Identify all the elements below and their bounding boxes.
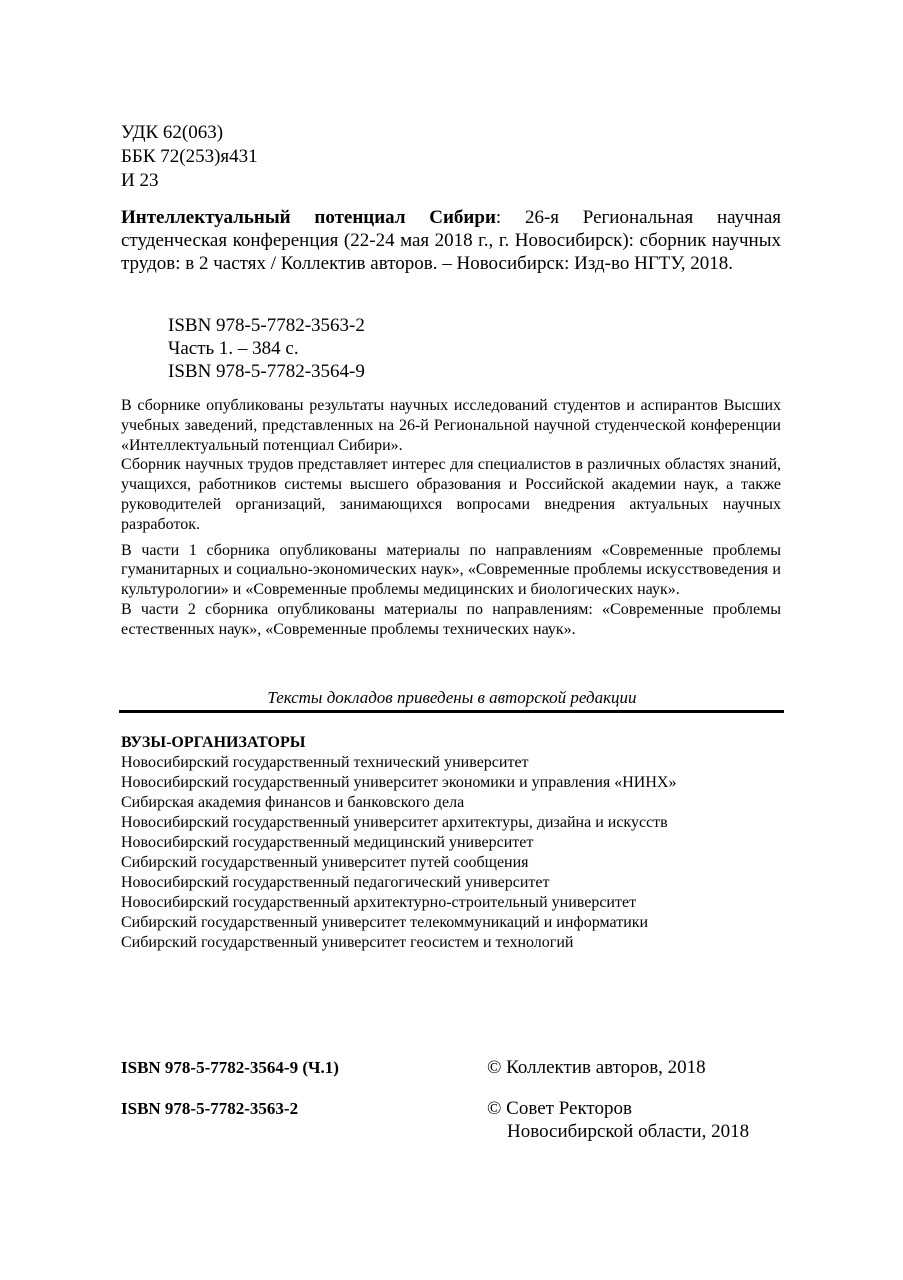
organizer-item: Сибирский государственный университет телекоммуникаций и информатики xyxy=(121,914,649,931)
organizers-section xyxy=(121,733,781,953)
abstract xyxy=(121,396,781,640)
organizer-item: Новосибирский государственный архитектурно-строительный университет xyxy=(121,894,637,911)
organizer-item: Сибирский государственный университет путей сообщения xyxy=(121,854,529,871)
part-pages: Часть 1. – 384 с. xyxy=(168,338,299,359)
bibliographic-citation xyxy=(121,206,781,275)
organizer-item: Новосибирский государственный медицинский университет xyxy=(121,834,534,851)
footer-isbn-part1: ISBN 978-5-7782-3564-9 (Ч.1) xyxy=(121,1058,339,1077)
organizers-list xyxy=(121,753,781,953)
organizer-item: Новосибирский государственный университет экономики и управления «НИНХ» xyxy=(121,774,677,791)
copyright-authors: © Коллектив авторов, 2018 xyxy=(487,1057,706,1078)
horizontal-rule xyxy=(119,710,784,713)
organizer-item: Новосибирский государственный технический университет xyxy=(121,754,529,771)
footer-isbn-full: ISBN 978-5-7782-3563-2 xyxy=(121,1099,299,1118)
organizer-item: Новосибирский государственный педагогический университет xyxy=(121,874,550,891)
citation-details: : 26-я Региональная научная студенческая конференция (22-24 мая 2018 г., г. Новосибирск): сборник научных трудов: в 2 частях / Коллектив авторов. – Новосибирск: Изд-во НГТУ, 2018. xyxy=(121,207,782,274)
abstract-paragraph: В части 1 сборника опубликованы материалы по направлениям «Современные проблемы гуманитарных и социально-экономических наук», «Современные проблемы искусствоведения и культурологии» и «Современные проблемы медицинских и биологических наук». xyxy=(121,541,781,599)
bbk-code: ББК 72(253)я431 xyxy=(121,146,258,167)
book-title: Интеллектуальный потенциал Сибири xyxy=(121,207,496,228)
organizer-item: Сибирский государственный университет геосистем и технологий xyxy=(121,934,574,951)
abstract-paragraph: В части 2 сборника опубликованы материалы по направлениям: «Современные проблемы естественных наук», «Современные проблемы технических наук». xyxy=(121,600,781,638)
isbn-block xyxy=(168,314,365,383)
organizers-title: ВУЗЫ-ОРГАНИЗАТОРЫ xyxy=(121,734,306,751)
copyright-rectors xyxy=(487,1097,749,1143)
organizer-item: Новосибирский государственный университет архитектуры, дизайна и искусств xyxy=(121,814,668,831)
classification-codes xyxy=(121,121,258,193)
organizer-item: Сибирская академия финансов и банковского дела xyxy=(121,794,465,811)
isbn-line-2: ISBN 978-5-7782-3564-9 xyxy=(168,361,365,382)
abstract-paragraph: В сборнике опубликованы результаты научных исследований студентов и аспирантов Высших учебных заведений, представленных на 26-й Региональной научной студенческой конференции «Интеллектуальный потенциал Сибири». xyxy=(121,397,781,454)
abstract-paragraph: Сборник научных трудов представляет интерес для специалистов в различных областях знаний, учащихся, работников системы высшего образования и Российской академии наук, а также руководителей организаций, занимающихся вопросами внедрения актуальных научных разработок. xyxy=(121,456,781,533)
udk-code: УДК 62(063) xyxy=(121,122,224,143)
isbn-line-1: ISBN 978-5-7782-3563-2 xyxy=(168,315,365,336)
author-mark: И 23 xyxy=(121,170,159,191)
copyright-rectors-line1: © Совет Ректоров xyxy=(487,1098,632,1119)
copyright-rectors-line2: Новосибирской области, 2018 xyxy=(507,1121,750,1142)
editorial-note: Тексты докладов приведены в авторской редакции xyxy=(267,688,637,707)
